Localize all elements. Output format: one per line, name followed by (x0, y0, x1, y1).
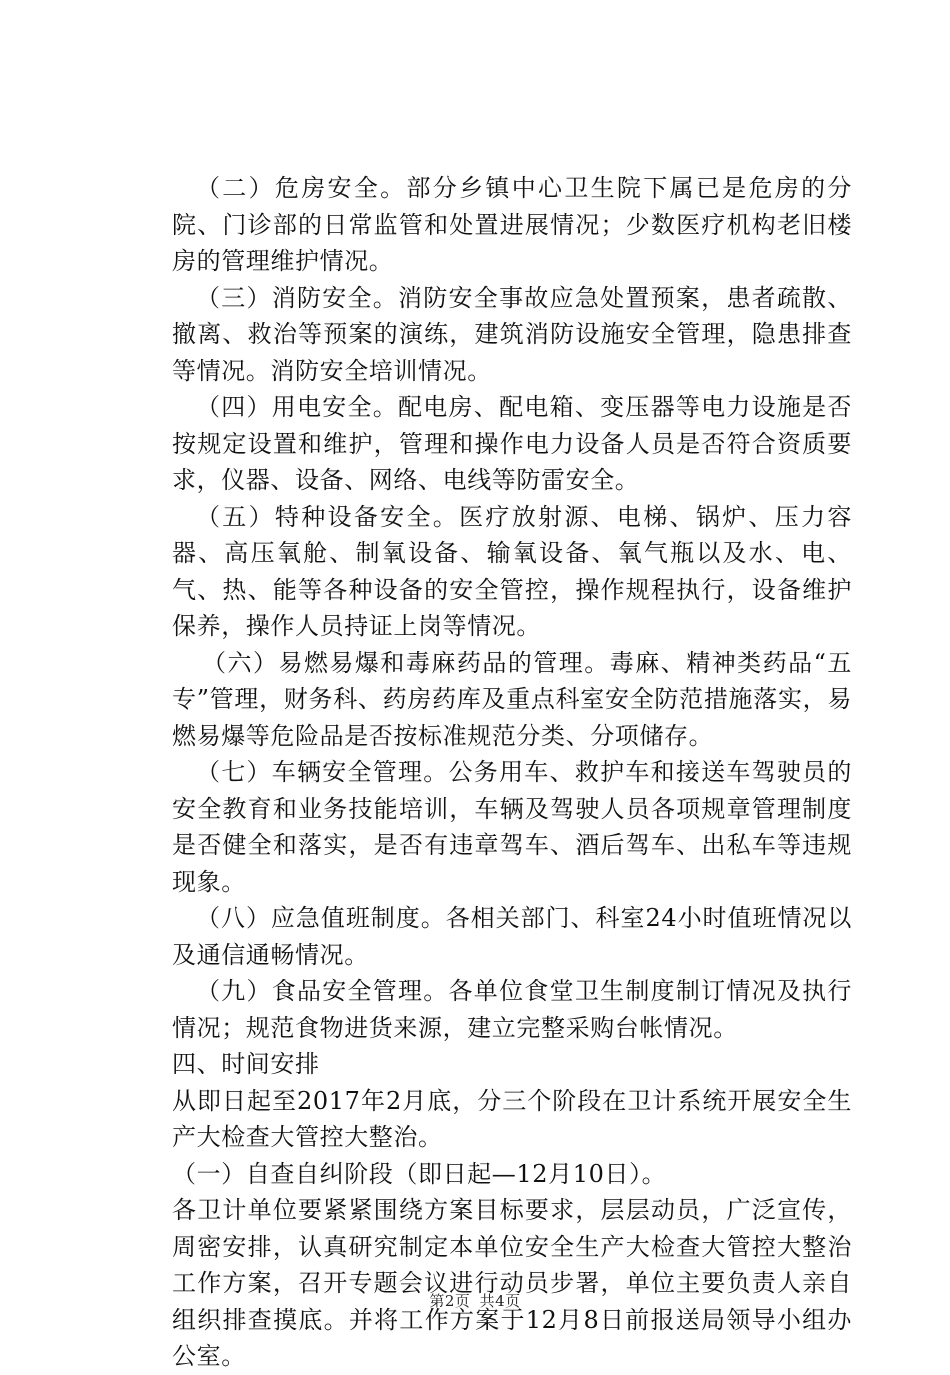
paragraph-self-check-stage: （一）自查自纠阶段（即日起—12月10日）。 (172, 1159, 667, 1188)
paragraph-duty-system: （八）应急值班制度。各相关部门、科室24小时值班情况以及通信通畅情况。 (172, 904, 852, 969)
paragraph-fire-safety: （三）消防安全。消防安全事故应急处置预案，患者疏散、撤离、救治等预案的演练，建筑消防设施安全管理，隐患排查等情况。消防安全培训情况。 (172, 283, 852, 385)
page-footer (0, 1290, 950, 1311)
paragraph-dangerous-buildings: （二）危房安全。部分乡镇中心卫生院下属已是危房的分院、门诊部的日常监管和处置进展情况；少数医疗机构老旧楼房的管理维护情况。 (172, 174, 852, 275)
paragraph-electrical-safety: （四）用电安全。配电房、配电箱、变压器等电力设施是否按规定设置和维护，管理和操作电力设备人员是否符合资质要求，仪器、设备、网络、电线等防雷安全。 (172, 393, 852, 494)
section-heading-schedule: 四、时间安排 (172, 1050, 320, 1078)
paragraph-special-equipment: （五）特种设备安全。医疗放射源、电梯、锅炉、压力容器、高压氧舱、制氧设备、输氧设备、氧气瓶以及水、电、气、热、能等各种设备的安全管控，操作规程执行，设备维护保养，操作人员持证上岗等情况。 (172, 502, 852, 640)
paragraph-food-safety: （九）食品安全管理。各单位食堂卫生制度制订情况及执行情况；规范食物进货来源，建立完整采购台帐情况。 (172, 977, 852, 1042)
paragraph-hazardous-drugs: （六）易燃易爆和毒麻药品的管理。毒麻、精神类药品“五专”管理，财务科、药房药库及重点科室安全防范措施落实，易燃易爆等危险品是否按标准规范分类、分项储存。 (172, 648, 852, 750)
page-number: 第2页 (429, 1292, 471, 1310)
paragraph-schedule-intro: 从即日起至2017年2月底，分三个阶段在卫计系统开展安全生产大检查大管控大整治。 (172, 1086, 852, 1151)
paragraph-vehicle-safety: （七）车辆安全管理。公务用车、救护车和接送车驾驶员的安全教育和业务技能培训，车辆及驾驶人员各项规章管理制度是否健全和落实，是否有违章驾车、酒后驾车、出私车等违规现象。 (172, 758, 852, 896)
page-total: 共4页 (479, 1292, 521, 1310)
document-body (172, 170, 852, 1375)
paragraph-self-check-details: 各卫计单位要紧紧围绕方案目标要求，层层动员，广泛宣传，周密安排，认真研究制定本单位安全生产大检查大管控大整治工作方案，召开专题会议进行动员步署，单位主要负责人亲自组织排查摸底。并将工作方案于12月8日前报送局领导小组办公室。 (172, 1196, 852, 1370)
